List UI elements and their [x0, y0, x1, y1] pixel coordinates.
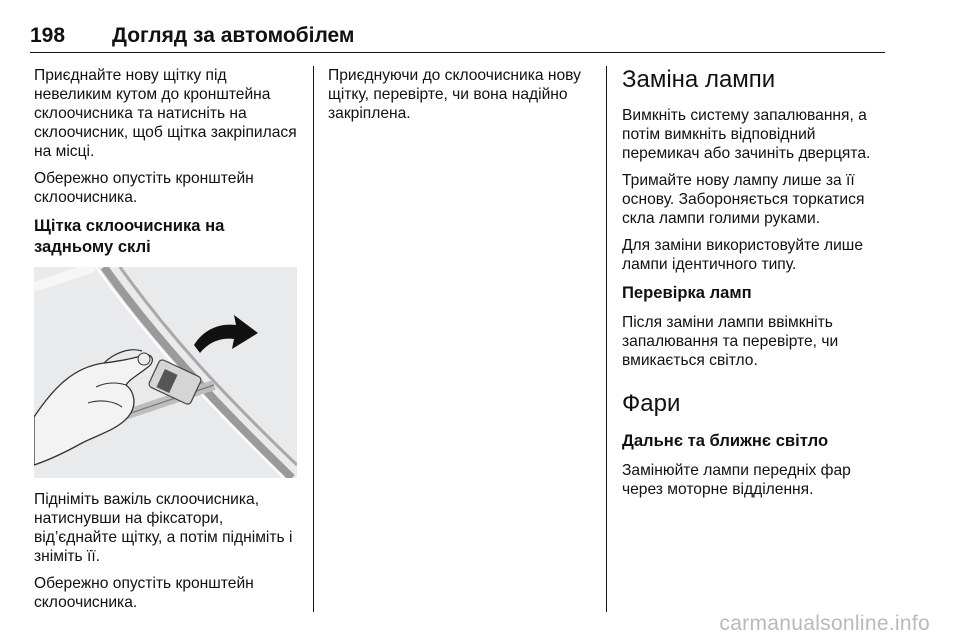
column-2 [328, 66, 596, 131]
watermark: carmanualsonline.info [719, 612, 930, 635]
page-number: 198 [30, 24, 66, 47]
page-header [30, 24, 885, 53]
subheading-high-low-beam: Дальнє та ближнє світло [622, 431, 829, 450]
wiper-blade-removal-illustration [34, 267, 297, 478]
paragraph: Приєднуючи до склоочисника нову щітку, перевірте, чи вона надійно закріплена. [328, 67, 581, 122]
section-heading-rear-wiper: Щітка склоочисника на задньому склі [34, 216, 225, 256]
paragraph: Для заміни використовуйте лише лампи ідентичного типу. [622, 237, 863, 273]
paragraph: Приєднайте нову щітку під невеликим кутом до кронштейна склоочисника та натисніть на склоочисник, щоб щітка закріпилася на місці. [34, 67, 297, 160]
column-3 [622, 66, 890, 507]
column-1 [34, 66, 302, 620]
section-heading-headlights: Фари [622, 390, 681, 417]
column-divider [606, 66, 607, 612]
paragraph: Обережно опустіть кронштейн склоочисника. [34, 575, 254, 611]
section-heading-bulb-replacement: Заміна лампи [622, 66, 776, 93]
paragraph: Після заміни лампи ввімкніть запалювання та перевірте, чи вмикається світло. [622, 314, 839, 369]
paragraph: Вимкніть систему запалювання, а потім вимкніть відповідний перемикач або зачиніть дверцята. [622, 107, 871, 162]
paragraph: Обережно опустіть кронштейн склоочисника. [34, 170, 254, 206]
column-divider [313, 66, 314, 612]
paragraph: Підніміть важіль склоочисника, натиснувши на фіксатори, від’єднайте щітку, а потім підніміть і зніміть її. [34, 491, 293, 565]
subheading-bulb-check: Перевірка ламп [622, 283, 752, 302]
curved-arrow-icon [194, 315, 258, 353]
paragraph: Замінюйте лампи передніх фар через моторне відділення. [622, 462, 851, 498]
page-title: Догляд за автомобілем [112, 24, 355, 47]
paragraph: Тримайте нову лампу лише за її основу. Забороняється торкатися скла лампи голими руками. [622, 172, 865, 227]
